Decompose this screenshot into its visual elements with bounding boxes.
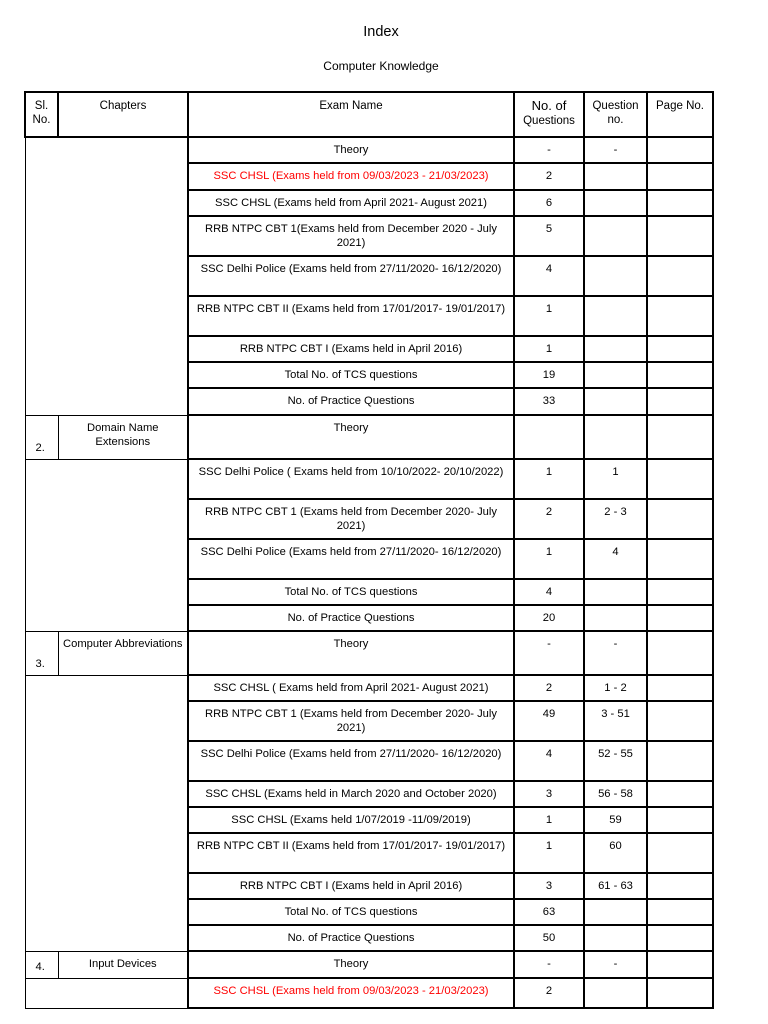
- header-question-no: Question no.: [584, 92, 647, 137]
- cell-exam-name: RRB NTPC CBT II (Exams held from 17/01/2017- 19/01/2017): [188, 833, 514, 873]
- chapter-block-blank: [25, 137, 188, 415]
- table-row: [25, 415, 713, 459]
- cell-chapter: Domain Name Extensions: [58, 415, 188, 459]
- cell-exam-name: Total No. of TCS questions: [188, 899, 514, 925]
- cell-no-of-questions: 2: [514, 675, 584, 701]
- cell-question-no: 59: [584, 807, 647, 833]
- cell-question-no: [584, 163, 647, 190]
- cell-page-no: [647, 415, 713, 459]
- cell-page-no: [647, 605, 713, 631]
- cell-exam-name: SSC CHSL (Exams held from April 2021- August 2021): [188, 190, 514, 216]
- cell-no-of-questions: 4: [514, 741, 584, 781]
- cell-page-no: [647, 701, 713, 741]
- cell-page-no: [647, 388, 713, 415]
- cell-exam-name: SSC Delhi Police ( Exams held from 10/10/2022- 20/10/2022): [188, 459, 514, 499]
- cell-no-of-questions: 4: [514, 256, 584, 296]
- cell-exam-name: Theory: [188, 951, 514, 978]
- cell-page-no: [647, 499, 713, 539]
- cell-exam-name: No. of Practice Questions: [188, 605, 514, 631]
- cell-question-no: 61 - 63: [584, 873, 647, 899]
- cell-question-no: [584, 579, 647, 605]
- table-row: [25, 631, 713, 675]
- cell-exam-name: SSC CHSL ( Exams held from April 2021- August 2021): [188, 675, 514, 701]
- cell-exam-name: RRB NTPC CBT 1(Exams held from December 2020 - July 2021): [188, 216, 514, 256]
- cell-exam-name: Total No. of TCS questions: [188, 579, 514, 605]
- cell-exam-name: SSC Delhi Police (Exams held from 27/11/2020- 16/12/2020): [188, 741, 514, 781]
- cell-question-no: [584, 899, 647, 925]
- cell-no-of-questions: 4: [514, 579, 584, 605]
- cell-page-no: [647, 163, 713, 190]
- cell-exam-name: RRB NTPC CBT 1 (Exams held from December 2020- July 2021): [188, 701, 514, 741]
- index-table: [24, 91, 714, 1009]
- cell-page-no: [647, 741, 713, 781]
- cell-question-no: 2 - 3: [584, 499, 647, 539]
- cell-no-of-questions: 1: [514, 459, 584, 499]
- header-exam-name: Exam Name: [188, 92, 514, 137]
- cell-exam-name: Theory: [188, 631, 514, 675]
- cell-sl-no: 4.: [25, 951, 58, 978]
- cell-question-no: -: [584, 631, 647, 675]
- cell-no-of-questions: 50: [514, 925, 584, 951]
- cell-page-no: [647, 781, 713, 807]
- cell-page-no: [647, 873, 713, 899]
- cell-question-no: [584, 256, 647, 296]
- chapter-block-blank: [25, 978, 188, 1008]
- cell-exam-name: No. of Practice Questions: [188, 925, 514, 951]
- cell-question-no: -: [584, 951, 647, 978]
- cell-question-no: [584, 362, 647, 388]
- cell-question-no: [584, 415, 647, 459]
- cell-no-of-questions: 1: [514, 833, 584, 873]
- cell-exam-name: SSC CHSL (Exams held in March 2020 and October 2020): [188, 781, 514, 807]
- cell-no-of-questions: 6: [514, 190, 584, 216]
- cell-no-of-questions: -: [514, 137, 584, 163]
- cell-question-no: [584, 388, 647, 415]
- table-row: [25, 137, 713, 163]
- table-row: [25, 459, 713, 499]
- cell-sl-no: 3.: [25, 631, 58, 675]
- cell-no-of-questions: 5: [514, 216, 584, 256]
- cell-exam-name: Theory: [188, 137, 514, 163]
- cell-question-no: 60: [584, 833, 647, 873]
- cell-page-no: [647, 833, 713, 873]
- header-no-of-questions: [514, 92, 584, 137]
- cell-page-no: [647, 951, 713, 978]
- cell-no-of-questions: 1: [514, 296, 584, 336]
- cell-no-of-questions: 19: [514, 362, 584, 388]
- cell-no-of-questions: 1: [514, 336, 584, 362]
- cell-no-of-questions: 49: [514, 701, 584, 741]
- cell-exam-name: SSC Delhi Police (Exams held from 27/11/2020- 16/12/2020): [188, 256, 514, 296]
- cell-no-of-questions: 3: [514, 873, 584, 899]
- cell-page-no: [647, 807, 713, 833]
- cell-chapter: Computer Abbreviations: [58, 631, 188, 675]
- cell-page-no: [647, 256, 713, 296]
- cell-question-no: [584, 216, 647, 256]
- cell-exam-name: RRB NTPC CBT I (Exams held in April 2016): [188, 873, 514, 899]
- cell-no-of-questions: -: [514, 631, 584, 675]
- cell-exam-name: SSC CHSL (Exams held from 09/03/2023 - 21/03/2023): [188, 978, 514, 1008]
- cell-page-no: [647, 631, 713, 675]
- cell-no-of-questions: 20: [514, 605, 584, 631]
- cell-page-no: [647, 190, 713, 216]
- header-no-of-questions-line1: No. of: [531, 98, 567, 113]
- cell-page-no: [647, 459, 713, 499]
- cell-page-no: [647, 978, 713, 1008]
- cell-page-no: [647, 539, 713, 579]
- cell-page-no: [647, 899, 713, 925]
- cell-exam-name: No. of Practice Questions: [188, 388, 514, 415]
- cell-no-of-questions: [514, 415, 584, 459]
- cell-exam-name: SSC Delhi Police (Exams held from 27/11/2020- 16/12/2020): [188, 539, 514, 579]
- cell-question-no: 52 - 55: [584, 741, 647, 781]
- cell-no-of-questions: 3: [514, 781, 584, 807]
- cell-exam-name: RRB NTPC CBT I (Exams held in April 2016): [188, 336, 514, 362]
- chapter-block-blank: [25, 675, 188, 951]
- header-chapters: Chapters: [58, 92, 188, 137]
- cell-question-no: [584, 925, 647, 951]
- cell-no-of-questions: 1: [514, 807, 584, 833]
- cell-no-of-questions: 2: [514, 163, 584, 190]
- cell-question-no: 1: [584, 459, 647, 499]
- cell-page-no: [647, 925, 713, 951]
- cell-question-no: [584, 605, 647, 631]
- cell-page-no: [647, 675, 713, 701]
- cell-page-no: [647, 216, 713, 256]
- chapter-block-blank: [25, 459, 188, 631]
- cell-exam-name: RRB NTPC CBT 1 (Exams held from December 2020- July 2021): [188, 499, 514, 539]
- cell-question-no: 4: [584, 539, 647, 579]
- cell-question-no: 56 - 58: [584, 781, 647, 807]
- cell-exam-name: SSC CHSL (Exams held 1/07/2019 -11/09/2019): [188, 807, 514, 833]
- cell-chapter: Input Devices: [58, 951, 188, 978]
- cell-question-no: 1 - 2: [584, 675, 647, 701]
- cell-exam-name: Total No. of TCS questions: [188, 362, 514, 388]
- header-page-no: Page No.: [647, 92, 713, 137]
- cell-no-of-questions: 2: [514, 978, 584, 1008]
- header-no-of-questions-line2: Questions: [523, 115, 575, 127]
- cell-question-no: [584, 336, 647, 362]
- cell-no-of-questions: -: [514, 951, 584, 978]
- cell-no-of-questions: 63: [514, 899, 584, 925]
- cell-page-no: [647, 137, 713, 163]
- cell-no-of-questions: 2: [514, 499, 584, 539]
- cell-page-no: [647, 362, 713, 388]
- cell-question-no: 3 - 51: [584, 701, 647, 741]
- page-subtitle: Computer Knowledge: [323, 59, 439, 73]
- header-sl-no: Sl. No.: [25, 92, 58, 137]
- cell-exam-name: Theory: [188, 415, 514, 459]
- cell-page-no: [647, 296, 713, 336]
- cell-exam-name: SSC CHSL (Exams held from 09/03/2023 - 21/03/2023): [188, 163, 514, 190]
- cell-page-no: [647, 336, 713, 362]
- table-row: [25, 675, 713, 701]
- table-header-row: [25, 92, 713, 137]
- table-row: [25, 951, 713, 978]
- cell-no-of-questions: 33: [514, 388, 584, 415]
- cell-page-no: [647, 579, 713, 605]
- cell-question-no: [584, 190, 647, 216]
- cell-sl-no: 2.: [25, 415, 58, 459]
- cell-question-no: -: [584, 137, 647, 163]
- cell-question-no: [584, 978, 647, 1008]
- table-row: [25, 978, 713, 1008]
- cell-no-of-questions: 1: [514, 539, 584, 579]
- cell-exam-name: RRB NTPC CBT II (Exams held from 17/01/2017- 19/01/2017): [188, 296, 514, 336]
- cell-question-no: [584, 296, 647, 336]
- page-title: Index: [363, 24, 399, 40]
